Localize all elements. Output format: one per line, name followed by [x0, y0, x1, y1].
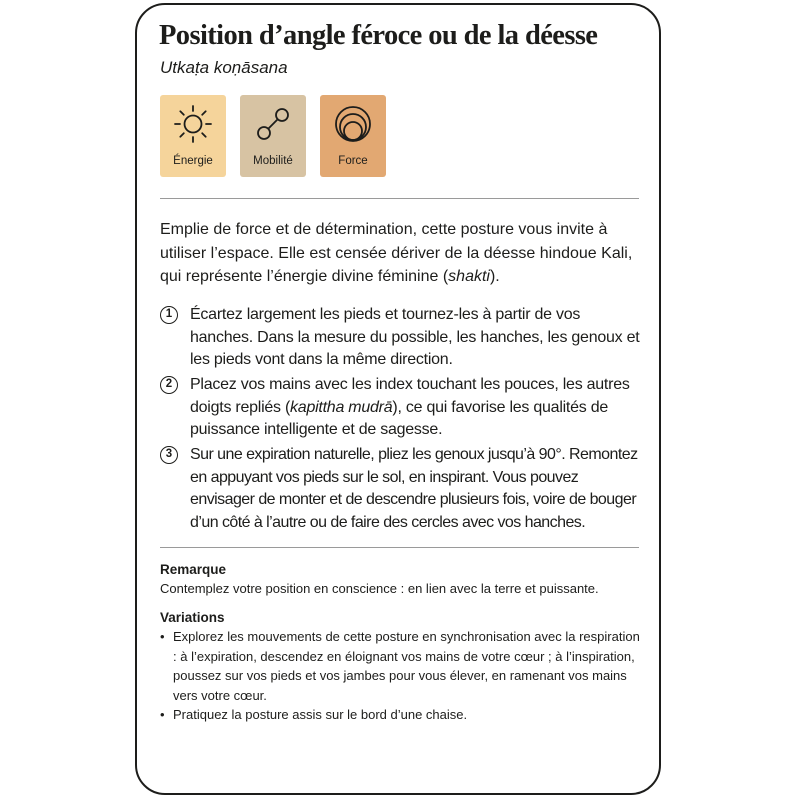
step-text-start: Placez vos mains avec les index touchant les pouces, les autres doigts repliés ( [190, 376, 630, 416]
step-text-end: ), ce qui favorise les qualités de puissance intelligente et de sagesse. [190, 398, 609, 438]
step-1 [160, 304, 645, 372]
pose-sanskrit-name: Utkaṭa koṇāsana [160, 58, 288, 77]
divider [160, 547, 639, 548]
step-number: 1 [160, 306, 178, 324]
sun-icon [173, 104, 213, 144]
list-item: • Pratiquez la posture assis sur le bord d’une chaise. [160, 705, 644, 725]
badge-force [320, 95, 386, 177]
badge-label: Énergie [173, 155, 213, 167]
remarque-text: Contemplez votre position en conscience : en lien avec la terre et puissante. [160, 581, 599, 596]
step-text: Sur une expiration naturelle, pliez les genoux jusqu’à 90°. Remontez en appuyant vos pieds sur le sol, en inspirant. Vous pouvez envisager de monter et de descendre plusieurs fois, voire de bouger d’un côté à l’autre ou de faire des cercles avec vos hanches. [190, 446, 638, 531]
mobility-icon [253, 104, 293, 144]
step-text: Écartez largement les pieds et tournez-les à partir de vos hanches. Dans la mesure du possible, les hanches, les genoux et les pieds vont dans la même direction. [190, 306, 640, 368]
variations-list [160, 627, 644, 725]
force-icon [333, 104, 373, 144]
badge-mobilite [240, 95, 306, 177]
variations-heading: Variations [160, 610, 225, 625]
step-2 [160, 374, 645, 442]
list-item: • Explorez les mouvements de cette posture en synchronisation avec la respiration : à l’expiration, descendez en éloignant vos mains de votre cœur ; à l’inspiration, poussez sur vos pieds et vos jambes pour vous élever, en ramenant vos mains vers votre cœur. [160, 627, 644, 705]
step-number: 2 [160, 376, 178, 394]
badge-label: Mobilité [253, 155, 293, 167]
intro-term: shakti [448, 268, 490, 285]
divider [160, 198, 639, 199]
step-text [190, 374, 642, 442]
step-number: 3 [160, 446, 178, 464]
intro-text: Emplie de force et de détermination, cette posture vous invite à utiliser l’espace. Elle est censée dériver de la déesse hindoue Kali, qui représente l’énergie divine féminine ( [160, 221, 633, 285]
badge-label: Force [338, 155, 368, 167]
intro-text-end: ). [489, 268, 500, 285]
step-term: kapittha mudrā [290, 398, 393, 416]
pose-title: Position d’angle féroce ou de la déesse [159, 20, 598, 51]
badge-energie [160, 95, 226, 177]
step-3 [160, 444, 645, 534]
remarque-heading: Remarque [160, 562, 227, 577]
intro-paragraph [160, 218, 640, 289]
